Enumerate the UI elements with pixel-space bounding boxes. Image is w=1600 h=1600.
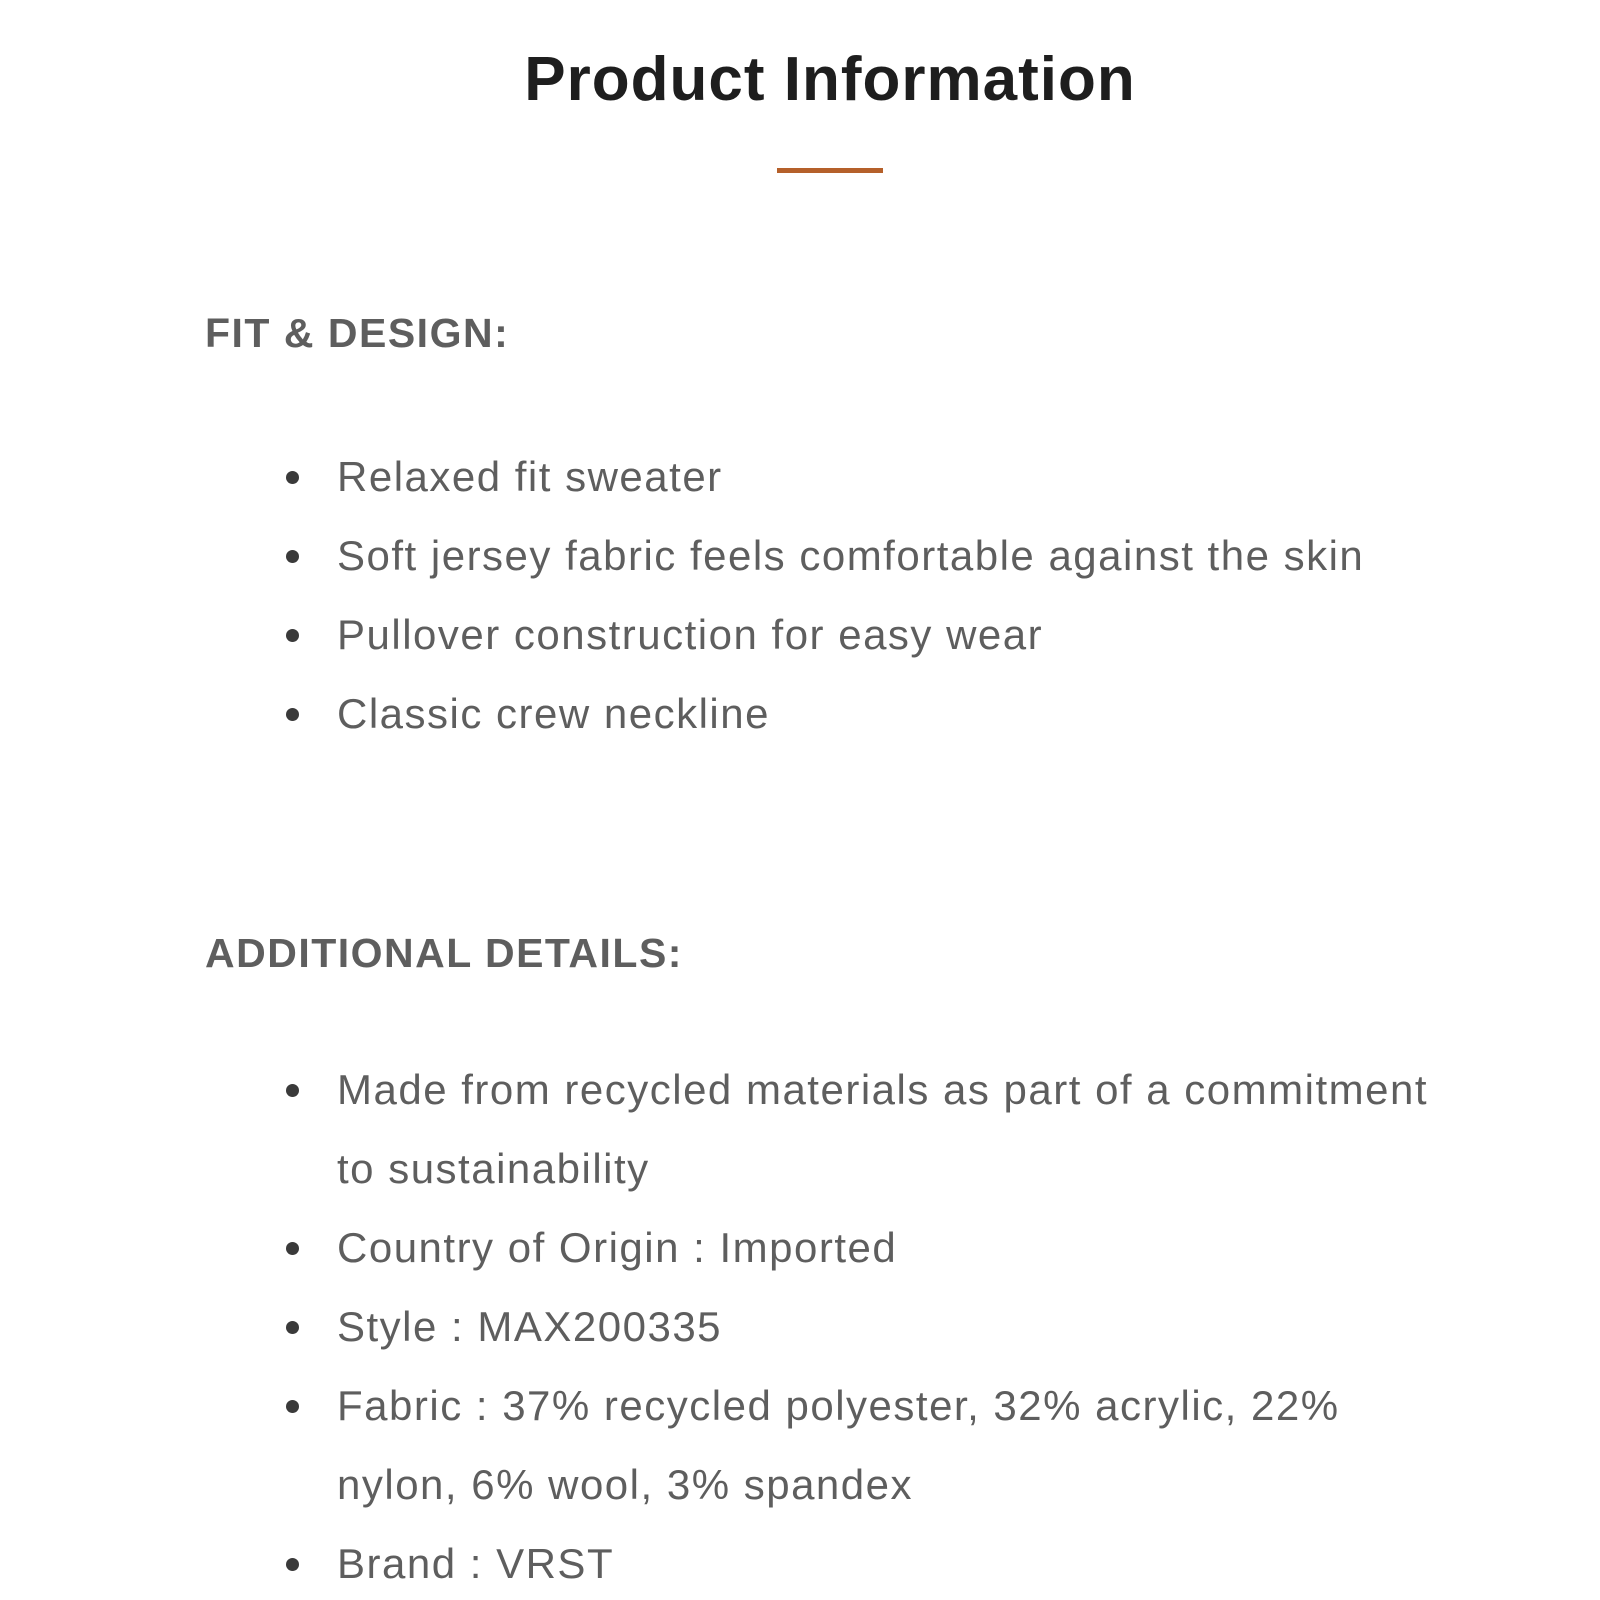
list-item: [0, 1287, 1447, 1366]
list-item: [0, 1366, 1447, 1524]
list-item: [0, 1524, 1447, 1600]
bullet-dot-icon: [286, 708, 299, 721]
bullet-dot-icon: [286, 1400, 299, 1413]
bullet-dot-icon: [286, 550, 299, 563]
list-item-text: Fabric : 37% recycled polyester, 32% acrylic, 22% nylon, 6% wool, 3% spandex: [337, 1382, 1340, 1508]
list-item-text: Made from recycled materials as part of a commitment to sustainability: [337, 1066, 1429, 1192]
list-item-text: Classic crew neckline: [337, 690, 770, 737]
list-item-text: Brand : VRST: [337, 1540, 615, 1587]
bullet-dot-icon: [286, 1558, 299, 1571]
additional-details-list: [0, 1050, 1447, 1600]
section-heading-fit-design: FIT & DESIGN:: [205, 310, 510, 356]
page-title: Product Information: [524, 45, 1136, 114]
list-item: [0, 516, 1447, 595]
list-item-text: Country of Origin : Imported: [337, 1224, 898, 1271]
bullet-dot-icon: [286, 1242, 299, 1255]
list-item-text: Relaxed fit sweater: [337, 453, 723, 500]
list-item: [0, 437, 1447, 516]
list-item-text: Style : MAX200335: [337, 1303, 723, 1350]
list-item-text: Soft jersey fabric feels comfortable against the skin: [337, 532, 1365, 579]
list-item: [0, 674, 1447, 753]
section-heading-additional-details: ADDITIONAL DETAILS:: [205, 930, 683, 976]
bullet-dot-icon: [286, 471, 299, 484]
list-item-text: Pullover construction for easy wear: [337, 611, 1044, 658]
bullet-dot-icon: [286, 629, 299, 642]
list-item: [0, 595, 1447, 674]
bullet-dot-icon: [286, 1084, 299, 1097]
list-item: [0, 1050, 1447, 1208]
list-item: [0, 1208, 1447, 1287]
fit-design-list: [0, 437, 1447, 753]
title-accent-divider: [777, 168, 883, 173]
bullet-dot-icon: [286, 1321, 299, 1334]
